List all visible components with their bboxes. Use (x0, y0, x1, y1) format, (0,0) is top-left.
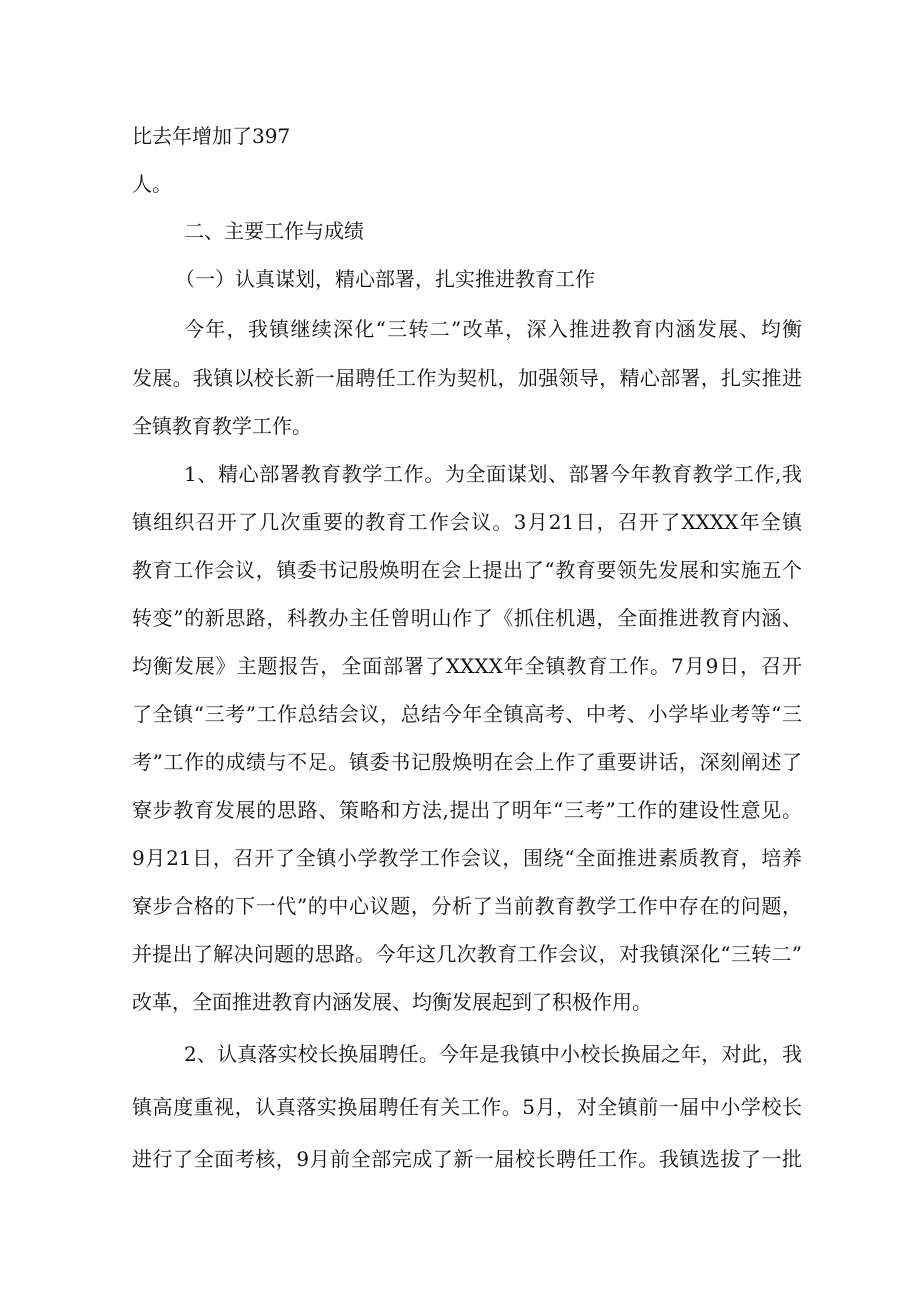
para-2-line-2: 镇组织召开了几次重要的教育工作会议。3月21日，召开了XXXX年全镇 (132, 510, 802, 534)
section-heading: 二、主要工作与成绩 (184, 219, 364, 243)
para-1-line-1: 今年，我镇继续深化“三转二”改革，深入推进教育内涵发展、均衡 (184, 317, 802, 341)
para-2-line-9: 9月21日，召开了全镇小学教学工作会议，围绕“全面推进素质教育，培养 (132, 846, 802, 870)
para-1-line-2: 发展。我镇以校长新一届聘任工作为契机，加强领导，精心部署，扎实推进 (132, 366, 802, 390)
para-2-line-7: 考”工作的成绩与不足。镇委书记殷焕明在会上作了重要讲话，深刻阐述了 (132, 750, 802, 774)
para-1-line-3: 全镇教育教学工作。 (132, 414, 312, 438)
para-2-line-4: 转变”的新思路，科教办主任曾明山作了《抓住机遇，全面推进教育内涵、 (132, 606, 802, 630)
para-2-line-1: 1、精心部署教育教学工作。为全面谋划、部署今年教育教学工作,我 (184, 462, 802, 486)
para-2-line-11: 并提出了解决问题的思路。今年这几次教育工作会议，对我镇深化“三转二” (132, 942, 802, 966)
para-2-line-6: 了全镇“三考”工作总结会议，总结今年全镇高考、中考、小学毕业考等“三 (132, 702, 802, 726)
para-2-line-3: 教育工作会议，镇委书记殷焕明在会上提出了“教育要领先发展和实施五个 (132, 558, 802, 582)
para-2-line-8: 寮步教育发展的思路、策略和方法,提出了明年“三考”工作的建设性意见。 (132, 798, 802, 822)
para-2-line-5: 均衡发展》主题报告，全面部署了XXXX年全镇教育工作。7月9日，召开 (132, 654, 802, 678)
para-2-line-10: 寮步合格的下一代”的中心议题，分析了当前教育教学工作中存在的问题， (132, 894, 802, 918)
intro-tail-line-1: 比去年增加了397 (132, 124, 291, 148)
para-3-line-2: 镇高度重视，认真落实换届聘任有关工作。5月，对全镇前一届中小学校长 (132, 1095, 802, 1119)
para-2-line-12: 改革，全面推进教育内涵发展、均衡发展起到了积极作用。 (132, 990, 652, 1014)
para-3-line-3: 进行了全面考核，9月前全部完成了新一届校长聘任工作。我镇选拔了一批 (132, 1147, 802, 1171)
para-3-line-1: 2、认真落实校长换届聘任。今年是我镇中小校长换届之年，对此，我 (184, 1042, 802, 1066)
subsection-heading: （一）认真谋划，精心部署，扎实推进教育工作 (175, 267, 595, 291)
intro-tail-line-2: 人。 (132, 172, 172, 196)
